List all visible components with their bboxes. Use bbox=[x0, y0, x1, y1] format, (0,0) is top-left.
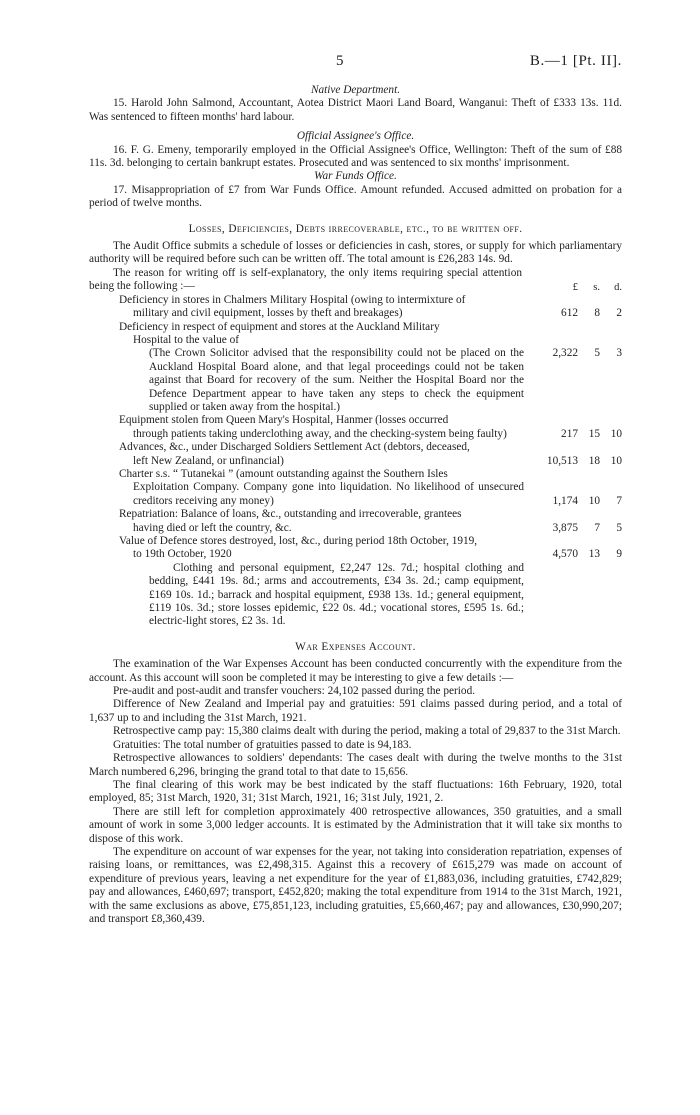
section-heading-war-expenses: War Expenses Account. bbox=[295, 640, 416, 653]
war-expenses-paragraph: The expenditure on account of war expenses for the year, not taking into consideration repatriation, expenses of raising loans, or remittances, was £2,498,315. Against this a recovery of £615,279 was made on account of expenditure of previous years, leaving a net expenditure for the year of £1,883,036, including gratuities, £742,829; pay and allowances, £460,697; transport, £452,820; making the total expenditure from 1914 to the 31st March, 1921, with the same exclusions as above, £75,851,123, including gratuities, £5,660,467; pay and allowances, £30,990,207; and transport £8,360,439. bbox=[89, 845, 622, 925]
schedule-item: Charter s.s. “ Tutanekai ” (amount outstanding against the Southern Isles Exploitation Company. Company gone into liquidation. No likelihood of unsecured creditors receiving any money) 1,174 10 7 bbox=[119, 467, 622, 507]
schedule-item: Deficiency in respect of equipment and stores at the Auckland Military Hospital to the value of 2,322 5 3 (The Crown Solicitor advised that the responsibility could not be placed on the Auckland Hospital Board alone, and that legal proceedings could not be taken against that Board for recovery of the sum. Neither the Hospital Board nor the Defence Department appear to have taken any steps to check the equipment supplied or taken away from the hospital.) bbox=[119, 320, 622, 413]
war-expenses-paragraph: There are still left for completion approximately 400 retrospective allowances, 350 gratuities, and a small amount of work in some 3,000 ledger accounts. It is estimated by the Administration that it will take six months to dispose of this work. bbox=[89, 805, 622, 845]
schedule-item: Value of Defence stores destroyed, lost, &c., during period 18th October, 1919, to 19th October, 1920 4,570 13 9 Clothing and personal equipment, £2,247 12s. 7d.; hospital clothing and bedding, £441 19s. 8d.; arms and accoutrements, £34 3s. 2d.; camp equipment, £169 10s. 1d.; barrack and hospital equipment, £938 13s. 1d.; general equipment, £119 10s. 3d.; store losses epidemic, £22 0s. 4d.; vocational stores, £595 1s. 6d.; electric-light stores, £2 3s. 1d. bbox=[119, 535, 622, 628]
war-expenses-paragraph: Difference of New Zealand and Imperial pay and gratuities: 591 claims passed during period, and a total of 1,637 up to and including the 31st March, 1921. bbox=[89, 698, 622, 724]
war-expenses-paragraph: Retrospective allowances to soldiers' dependants: The cases dealt with during the twelve months to the 31st March numbered 6,296, bringing the grand total to that date to 15,656. bbox=[89, 752, 622, 778]
war-expenses-paragraph: The examination of the War Expenses Account has been conducted concurrently with the expenditure from the account. As this account will soon be completed it may be interesting to give a few details :— bbox=[89, 658, 622, 684]
pounds-header: £ bbox=[572, 281, 578, 293]
paragraph-17: 17. Misappropriation of £7 from War Funds Office. Amount refunded. Accused admitted on probation for a period of twelve months. bbox=[89, 183, 622, 210]
war-expenses-paragraph: Retrospective camp pay: 15,380 claims dealt with during the period, making a total of 29,837 to the 31st March. bbox=[113, 725, 621, 738]
shillings-header: s. bbox=[593, 281, 600, 293]
section-heading-losses: Losses, Deficiencies, Debts irrecoverable, etc., to be written off. bbox=[188, 222, 523, 235]
page-header bbox=[0, 55, 700, 75]
page-number: 5 bbox=[336, 53, 344, 69]
schedule-item: Deficiency in stores in Chalmers Military Hospital (owing to intermixture of military and civil equipment, losses by theft and breakages) 612 8 2 bbox=[119, 293, 622, 320]
schedule-item: Equipment stolen from Queen Mary's Hospital, Hanmer (losses occurred through patients taking underclothing away, and the checking-system being faulty) 217 15 10 bbox=[119, 414, 622, 440]
section-heading-official-assignee: Official Assignee's Office. bbox=[296, 130, 415, 143]
section-heading-native: Native Department. bbox=[310, 84, 401, 96]
losses-paragraph-1: The Audit Office submits a schedule of losses or deficiencies in cash, stores, or supply for which parliamentary authority will be required before such can be written off. The total amount is £26,283 14s. 9d. bbox=[89, 240, 622, 266]
losses-paragraph-2: The reason for writing off is self-explanatory, the only items requiring special attention being the following :— bbox=[89, 266, 522, 293]
pence-header: d. bbox=[614, 281, 622, 293]
schedule-item: Advances, &c., under Discharged Soldiers Settlement Act (debtors, deceased, left New Zealand, or unfinancial) 10,513 18 10 bbox=[119, 441, 622, 467]
paragraph-16: 16. F. G. Emeny, temporarily employed in the Official Assignee's Office, Wellington: Theft of the sum of £88 11s. 3d. belonging to certain bankrupt estates. Prosecuted and was sentenced to six months' imprisonment. bbox=[89, 143, 622, 170]
page-body bbox=[89, 84, 622, 926]
document-reference: B.—1 [Pt. II]. bbox=[529, 53, 622, 69]
paragraph-15: 15. Harold John Salmond, Accountant, Aotea District Maori Land Board, Wanganui: Theft of £333 13s. 11d. Was sentenced to fifteen months' hard labour. bbox=[89, 97, 622, 123]
defence-stores-detail: Clothing and personal equipment, £2,247 12s. 7d.; hospital clothing and bedding, £441 19s. 8d.; arms and accoutrements, £34 3s. 2d.; camp equipment, £169 10s. 1d.; barrack and hospital equipment, £938 13s. 1d.; general equipment, £119 10s. 3d.; store losses epidemic, £22 0s. 4d.; vocational stores, £595 1s. 6d.; electric-light stores, £2 3s. 1d. bbox=[149, 561, 524, 628]
crown-solicitor-note: (The Crown Solicitor advised that the responsibility could not be placed on the Auckland Hospital Board alone, and that legal proceedings could not be taken against that Board for recovery of the sum. Neither the Hospital Board nor the Defence Department appear to have taken any steps to check the equipment supplied or taken away from the hospital.) bbox=[149, 347, 524, 413]
war-expenses-paragraph: The final clearing of this work may be best indicated by the staff fluctuations: 16th February, 1920, total employed, 85; 31st March, 1920, 31; 31st March, 1921, 16; 31st July, 1921, 2. bbox=[89, 778, 622, 805]
section-heading-war-funds: War Funds Office. bbox=[314, 170, 397, 183]
losses-schedule bbox=[89, 281, 622, 629]
war-expenses-paragraph: Gratuities: The total number of gratuities passed to date is 94,183. bbox=[113, 738, 412, 751]
war-expenses-paragraph: Pre-audit and post-audit and transfer vouchers: 24,102 passed during the period. bbox=[113, 685, 476, 698]
schedule-item: Repatriation: Balance of loans, &c., outstanding and irrecoverable, grantees having died or left the country, &c. 3,875 7 5 bbox=[119, 508, 622, 534]
